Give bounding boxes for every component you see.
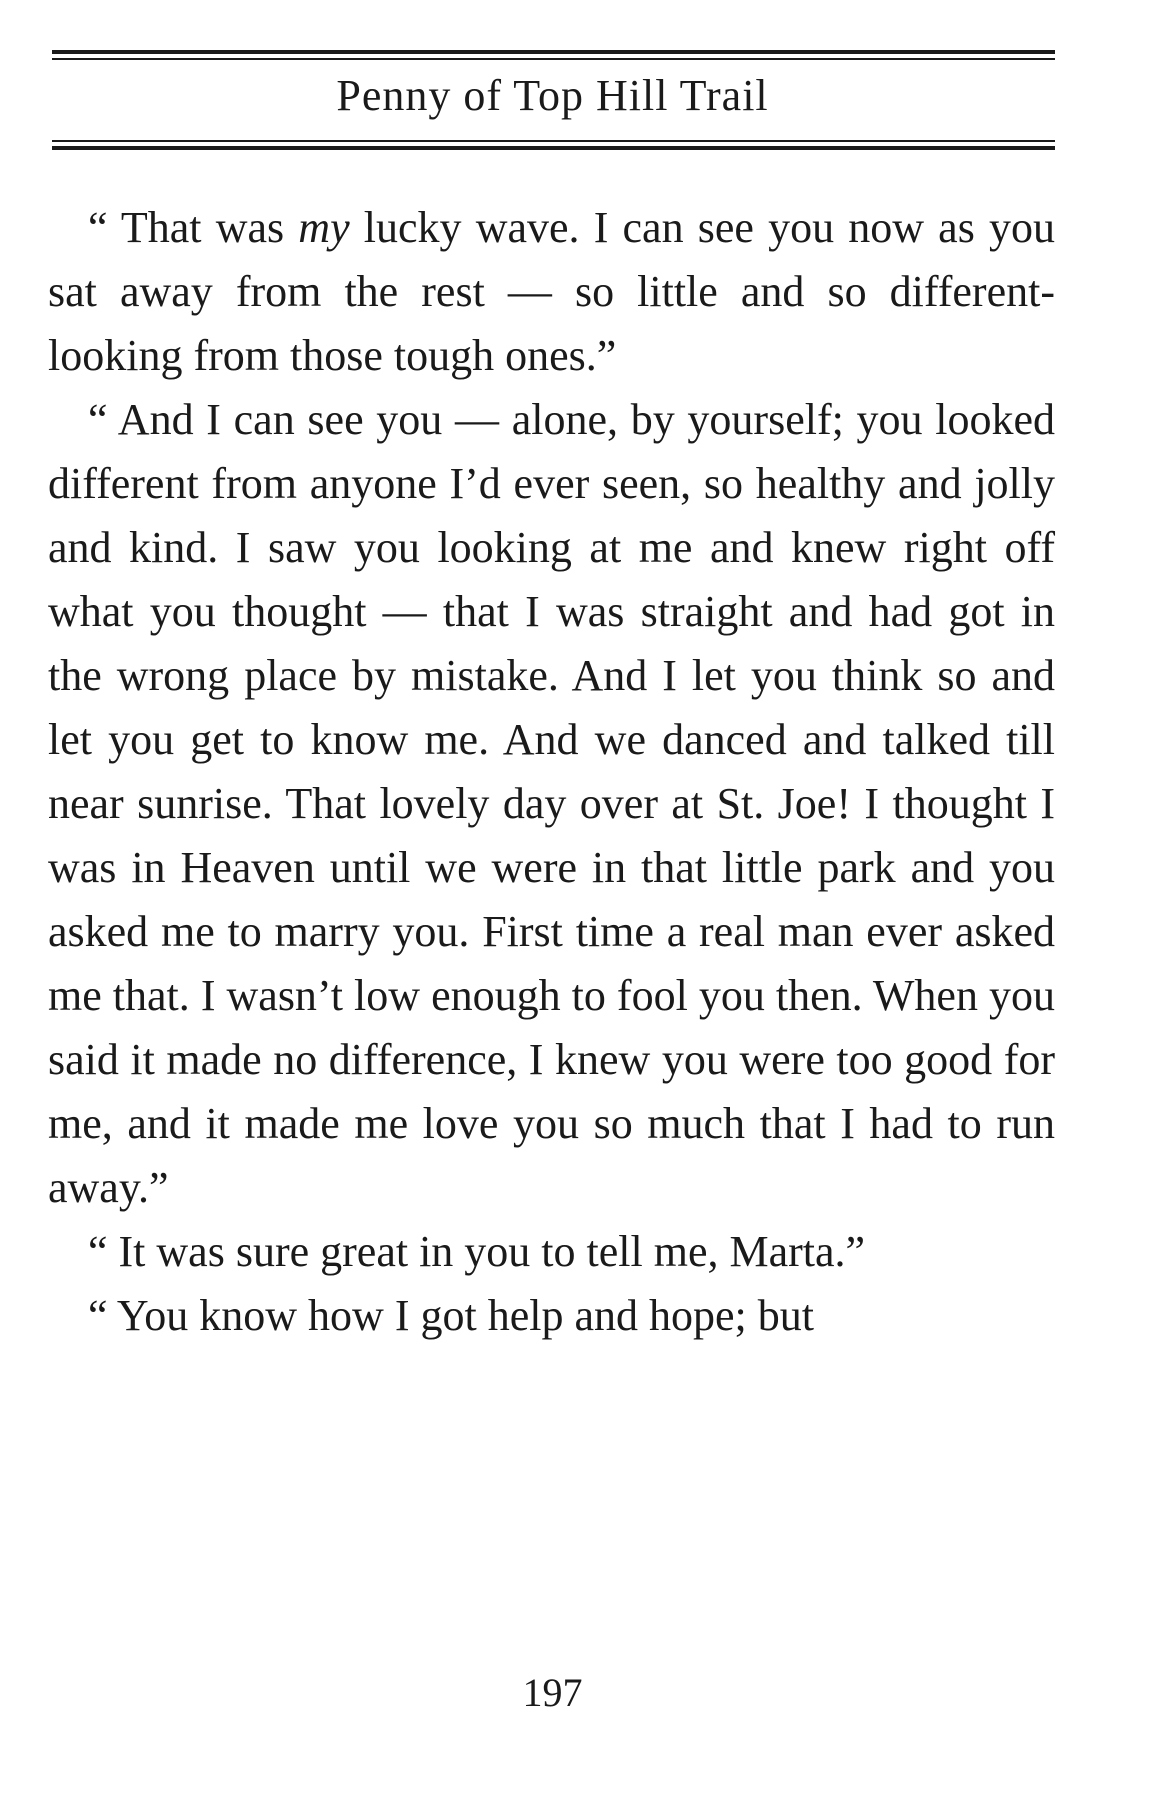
paragraph: “ It was sure great in you to tell me, Marta.” xyxy=(88,1227,866,1276)
emphasis: my xyxy=(298,203,350,252)
top-double-rule xyxy=(52,50,1055,60)
paragraph: “ You know how I got help and hope; but xyxy=(88,1291,814,1340)
paragraph: “ And I can see you — alone, by yourself; you looked different from anyone I’d ever seen, so healthy and jolly and kind. I saw you looking at me and knew right off what you thought — that I was straight and had got in the wrong place by mistake. And I let you think so and let you get to know me. And we danced and talked till near sunrise. That lovely day over at St. Joe! I thought I was in Heaven until we were in that little park and you asked me to marry you. First time a real man ever asked me that. I wasn’t low enough to fool you then. When you said it made no difference, I knew you were too good for me, and it made me love you so much that I had to run away.” xyxy=(48,395,1055,1212)
body-text xyxy=(48,196,1055,1348)
running-title: Penny of Top Hill Trail xyxy=(336,71,769,120)
bottom-double-rule xyxy=(52,140,1055,150)
page-number: 197 xyxy=(522,1670,583,1715)
paragraph: “ That was my lucky wave. I can see you now as you sat away from the rest — so little and so different-looking from those tough ones.” xyxy=(48,203,1055,380)
